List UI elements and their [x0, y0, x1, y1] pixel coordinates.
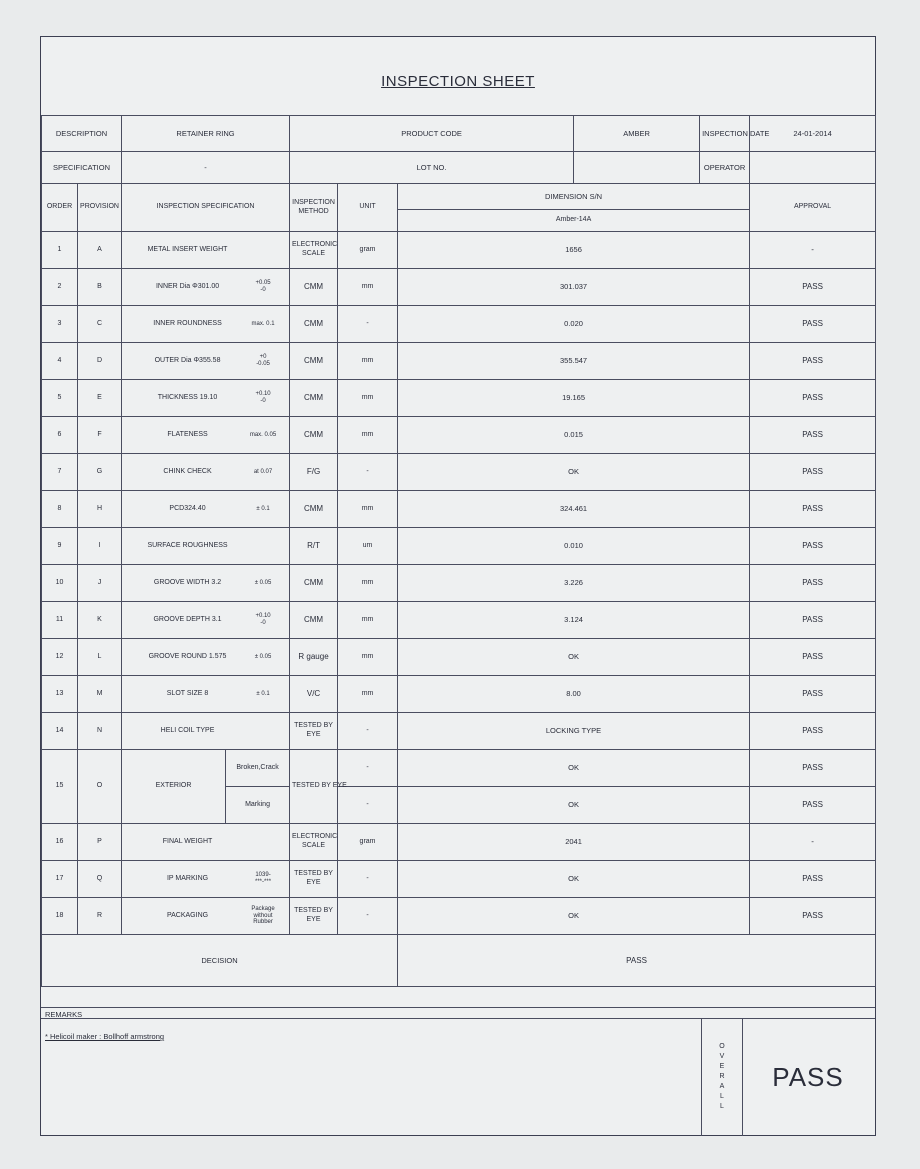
product-code-label: PRODUCT CODE: [290, 116, 574, 152]
overall-letter: V: [719, 1053, 725, 1060]
row-order: 11: [42, 602, 78, 639]
col-approval: APPROVAL: [750, 184, 876, 232]
row-spec: [122, 676, 290, 713]
row-unit: -: [338, 306, 398, 343]
operator-label: OPERATOR: [700, 152, 750, 184]
row-unit: mm: [338, 269, 398, 306]
row-provision: L: [78, 639, 122, 676]
spec-tolerance: at 0.07: [253, 468, 273, 475]
col-unit: UNIT: [338, 184, 398, 232]
row-method: TESTED BY EYE: [290, 861, 338, 898]
row-sub-spec: Marking: [226, 787, 290, 824]
row-method: CMM: [290, 343, 338, 380]
row-approval: PASS: [750, 454, 876, 491]
row-approval: PASS: [750, 787, 876, 824]
row-unit: mm: [338, 602, 398, 639]
row-spec: [122, 528, 290, 565]
table-row: [42, 380, 876, 417]
row-unit: mm: [338, 639, 398, 676]
row-spec: [122, 454, 290, 491]
row-spec: [122, 417, 290, 454]
row-value: 324.461: [398, 491, 750, 528]
row-unit: -: [338, 750, 398, 787]
spec-tolerance: Package without Rubber: [251, 905, 275, 926]
row-approval: PASS: [750, 898, 876, 935]
row-unit: mm: [338, 380, 398, 417]
row-value: 19.165: [398, 380, 750, 417]
inspection-table: [41, 115, 876, 987]
row-order: 5: [42, 380, 78, 417]
row-approval: PASS: [750, 861, 876, 898]
row-provision: D: [78, 343, 122, 380]
row-spec: EXTERIOR: [122, 750, 226, 824]
row-spec: [122, 565, 290, 602]
row-method: TESTED BY EYE: [290, 898, 338, 935]
col-order: ORDER: [42, 184, 78, 232]
spec-name: CHINK CHECK: [163, 467, 212, 475]
row-method: ELECTRONIC SCALE: [290, 232, 338, 269]
spec-tolerance: ± 0.05: [254, 579, 272, 586]
row-method: TESTED BY EYE: [290, 750, 338, 824]
remarks-section: [41, 1007, 875, 1136]
table-row: [42, 898, 876, 935]
spec-name: IP MARKING: [166, 874, 209, 882]
row-approval: PASS: [750, 306, 876, 343]
overall-letter: L: [720, 1093, 724, 1100]
spec-tolerance: +0 -0.05: [256, 354, 270, 367]
spec-tolerance: +0.05 -0: [255, 280, 271, 293]
table-row: [42, 676, 876, 713]
serial-number: Amber-14A: [398, 210, 750, 232]
row-value: OK: [398, 750, 750, 787]
row-sub-spec: Broken,Crack: [226, 750, 290, 787]
row-spec: [122, 491, 290, 528]
row-order: 14: [42, 713, 78, 750]
row-spec: [122, 602, 290, 639]
row-approval: PASS: [750, 750, 876, 787]
row-unit: mm: [338, 491, 398, 528]
row-value: OK: [398, 639, 750, 676]
row-order: 12: [42, 639, 78, 676]
row-method: CMM: [290, 417, 338, 454]
col-inspection-method: INSPECTION METHOD: [290, 184, 338, 232]
row-approval: PASS: [750, 380, 876, 417]
row-unit: mm: [338, 565, 398, 602]
row-unit: um: [338, 528, 398, 565]
row-method: ELECTRONIC SCALE: [290, 824, 338, 861]
row-unit: gram: [338, 232, 398, 269]
row-provision: I: [78, 528, 122, 565]
row-spec: [122, 269, 290, 306]
column-header-row: [42, 184, 876, 210]
lot-no-label: LOT NO.: [290, 152, 574, 184]
table-row: [42, 232, 876, 269]
row-value: 0.020: [398, 306, 750, 343]
row-spec: [122, 306, 290, 343]
spec-tolerance: ± 0.1: [256, 690, 270, 697]
table-row: [42, 306, 876, 343]
spec-name: THICKNESS 19.10: [157, 393, 218, 401]
row-method: R/T: [290, 528, 338, 565]
row-spec: [122, 639, 290, 676]
overall-letter: A: [719, 1083, 725, 1090]
lot-no-value: [574, 152, 700, 184]
table-row: [42, 565, 876, 602]
row-provision: F: [78, 417, 122, 454]
table-row: [42, 602, 876, 639]
header-row-specification: [42, 152, 876, 184]
spec-tolerance: max. 0.05: [249, 431, 277, 438]
row-method: CMM: [290, 380, 338, 417]
spec-name: SLOT SIZE 8: [166, 689, 209, 697]
row-approval: PASS: [750, 343, 876, 380]
row-method: CMM: [290, 269, 338, 306]
row-provision: C: [78, 306, 122, 343]
row-provision: N: [78, 713, 122, 750]
row-order: 6: [42, 417, 78, 454]
row-approval: PASS: [750, 491, 876, 528]
row-order: 2: [42, 269, 78, 306]
col-inspection-spec: INSPECTION SPECIFICATION: [122, 184, 290, 232]
spec-name: PCD324.40: [169, 504, 206, 512]
spec-tolerance: ± 0.1: [256, 505, 270, 512]
row-value: 8.00: [398, 676, 750, 713]
row-approval: -: [750, 232, 876, 269]
row-unit: -: [338, 787, 398, 824]
spec-name: HELI COIL TYPE: [160, 726, 215, 734]
description-label: DESCRIPTION: [42, 116, 122, 152]
row-value: 0.010: [398, 528, 750, 565]
row-unit: gram: [338, 824, 398, 861]
row-method: CMM: [290, 491, 338, 528]
row-unit: mm: [338, 343, 398, 380]
row-spec: [122, 713, 290, 750]
row-method: R gauge: [290, 639, 338, 676]
row-value: OK: [398, 787, 750, 824]
row-spec: [122, 824, 290, 861]
row-order: 8: [42, 491, 78, 528]
row-order: 3: [42, 306, 78, 343]
col-provision: PROVISION: [78, 184, 122, 232]
spec-name: INNER ROUNDNESS: [153, 319, 222, 327]
overall-letter: R: [719, 1073, 725, 1080]
row-value: 3.124: [398, 602, 750, 639]
row-order: 4: [42, 343, 78, 380]
table-row: [42, 861, 876, 898]
table-row: [42, 343, 876, 380]
spec-name: PACKAGING: [166, 911, 209, 919]
row-method: CMM: [290, 306, 338, 343]
row-order: 7: [42, 454, 78, 491]
row-value: 0.015: [398, 417, 750, 454]
row-method: F/G: [290, 454, 338, 491]
table-row: [42, 713, 876, 750]
row-unit: -: [338, 454, 398, 491]
spec-tolerance: 1039- ***-***: [255, 872, 272, 885]
remarks-label: REMARKS: [45, 1010, 83, 1019]
row-spec: [122, 898, 290, 935]
overall-letter: O: [719, 1043, 725, 1050]
overall-letter: L: [720, 1103, 724, 1110]
row-value: OK: [398, 898, 750, 935]
row-unit: -: [338, 861, 398, 898]
row-unit: -: [338, 713, 398, 750]
row-unit: mm: [338, 417, 398, 454]
row-order: 15: [42, 750, 78, 824]
spec-name: OUTER Dia Φ355.58: [154, 356, 221, 364]
row-provision: B: [78, 269, 122, 306]
row-spec: [122, 232, 290, 269]
row-provision: M: [78, 676, 122, 713]
table-row: [42, 269, 876, 306]
table-row: [42, 491, 876, 528]
spec-name: GROOVE DEPTH 3.1: [153, 615, 222, 623]
spec-tolerance: max. 0.1: [251, 320, 275, 327]
row-provision: P: [78, 824, 122, 861]
row-approval: PASS: [750, 269, 876, 306]
row-order: 1: [42, 232, 78, 269]
spec-tolerance: +0.10 -0: [255, 613, 271, 626]
decision-value: PASS: [398, 935, 876, 987]
row-order: 18: [42, 898, 78, 935]
row-value: 301.037: [398, 269, 750, 306]
row-provision: Q: [78, 861, 122, 898]
remarks-note: * Helicoil maker : Bollhoff armstrong: [45, 1032, 165, 1041]
row-spec: [122, 343, 290, 380]
row-value: OK: [398, 454, 750, 491]
spec-name: FINAL WEIGHT: [162, 837, 213, 845]
table-row: [42, 528, 876, 565]
spec-name: GROOVE ROUND 1.575: [148, 652, 227, 660]
row-method: CMM: [290, 602, 338, 639]
col-dimension: DIMENSION S/N: [398, 184, 750, 210]
row-method: CMM: [290, 565, 338, 602]
description-value: RETAINER RING: [122, 116, 290, 152]
operator-value: [750, 152, 876, 184]
table-row: [42, 417, 876, 454]
overall-label: [701, 1018, 743, 1136]
inspection-sheet: [40, 36, 876, 1136]
spec-name: GROOVE WIDTH 3.2: [153, 578, 222, 586]
row-approval: PASS: [750, 713, 876, 750]
row-approval: PASS: [750, 565, 876, 602]
header-row-description: [42, 116, 876, 152]
decision-label: DECISION: [42, 935, 398, 987]
row-approval: -: [750, 824, 876, 861]
row-approval: PASS: [750, 676, 876, 713]
row-method: TESTED BY EYE: [290, 713, 338, 750]
row-value: LOCKING TYPE: [398, 713, 750, 750]
overall-letter: E: [719, 1063, 725, 1070]
row-spec: [122, 861, 290, 898]
row-value: 2041: [398, 824, 750, 861]
spec-name: METAL INSERT WEIGHT: [147, 245, 228, 253]
row-spec: [122, 380, 290, 417]
row-order: 9: [42, 528, 78, 565]
row-unit: mm: [338, 676, 398, 713]
row-order: 17: [42, 861, 78, 898]
row-approval: PASS: [750, 602, 876, 639]
row-order: 13: [42, 676, 78, 713]
inspection-date-label: INSPECTION DATE: [700, 116, 750, 152]
row-provision: H: [78, 491, 122, 528]
spec-name: FLATENESS: [167, 430, 208, 438]
table-row: [42, 824, 876, 861]
product-code-value: AMBER: [574, 116, 700, 152]
row-unit: -: [338, 898, 398, 935]
row-value: OK: [398, 861, 750, 898]
row-order: 10: [42, 565, 78, 602]
row-provision: E: [78, 380, 122, 417]
table-row: [42, 639, 876, 676]
row-value: 3.226: [398, 565, 750, 602]
row-provision: K: [78, 602, 122, 639]
row-approval: PASS: [750, 639, 876, 676]
spec-name: SURFACE ROUGHNESS: [147, 541, 228, 549]
row-order: 16: [42, 824, 78, 861]
row-approval: PASS: [750, 528, 876, 565]
overall-result: PASS: [772, 1061, 844, 1092]
row-value: 1656: [398, 232, 750, 269]
row-provision: J: [78, 565, 122, 602]
row-value: 355.547: [398, 343, 750, 380]
row-provision: O: [78, 750, 122, 824]
inspection-date-value: 24-01-2014: [750, 116, 876, 152]
sheet-title: INSPECTION SHEET: [381, 73, 535, 90]
spec-tolerance: +0.10 -0: [255, 391, 271, 404]
specification-value: -: [122, 152, 290, 184]
spec-tolerance: ± 0.05: [254, 653, 272, 660]
row-method: V/C: [290, 676, 338, 713]
row-provision: A: [78, 232, 122, 269]
table-row: [42, 750, 876, 787]
row-provision: R: [78, 898, 122, 935]
specification-label: SPECIFICATION: [42, 152, 122, 184]
row-approval: PASS: [750, 417, 876, 454]
row-provision: G: [78, 454, 122, 491]
decision-row: [42, 935, 876, 987]
table-row: [42, 454, 876, 491]
spec-name: INNER Dia Φ301.00: [155, 282, 220, 290]
